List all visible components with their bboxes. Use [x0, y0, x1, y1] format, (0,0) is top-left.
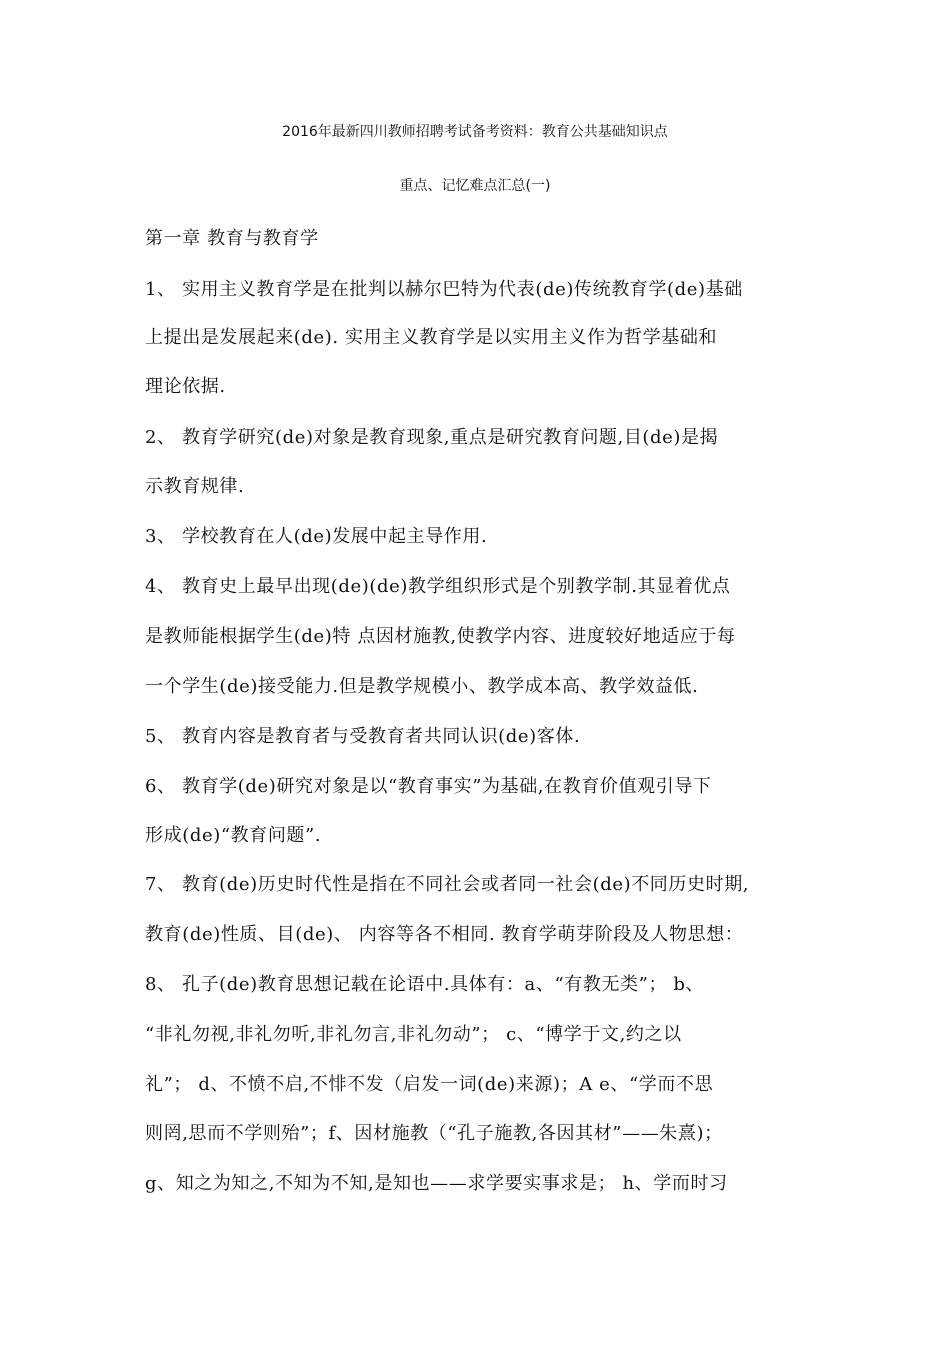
text-line: 3、 学校教育在人(de)发展中起主导作用. [145, 526, 488, 547]
document-title-line-2: 重点、记忆难点汇总(一) [399, 178, 551, 194]
text-line: 形成(de)“教育问题”. [145, 825, 322, 846]
text-line: 1、 实用主义教育学是在批判以赫尔巴特为代表(de)传统教育学(de)基础 [145, 279, 743, 300]
text-line: 4、 教育史上最早出现(de)(de)教学组织形式是个别教学制.其显着优点 [145, 576, 731, 597]
text-line: 5、 教育内容是教育者与受教育者共同认识(de)客体. [145, 726, 581, 747]
text-line: “非礼勿视,非礼勿听,非礼勿言,非礼勿动”； c、“博学于文,约之以 [145, 1024, 682, 1045]
text-line: 2、 教育学研究(de)对象是教育现象,重点是研究教育问题,目(de)是揭 [145, 427, 719, 448]
text-line: 一个学生(de)接受能力.但是教学规模小、教学成本高、教学效益低. [145, 676, 699, 697]
text-line: 7、 教育(de)历史时代性是指在不同社会或者同一社会(de)不同历史时期, [145, 874, 750, 895]
text-line: 则罔,思而不学则殆”；f、因材施教（“孔子施教,各因其材”——朱熹)； [145, 1123, 723, 1144]
chapter-heading: 第一章 教育与教育学 [145, 228, 319, 249]
text-line: 是教师能根据学生(de)特 点因材施教,使教学内容、进度较好地适应于每 [145, 626, 736, 647]
text-line: 8、 孔子(de)教育思想记载在论语中.具体有：a、“有教无类”； b、 [145, 974, 705, 995]
text-line: 示教育规律. [145, 476, 245, 497]
text-line: g、知之为知之,不知为不知,是知也——求学要实事求是； h、学而时习 [145, 1173, 728, 1194]
text-line: 上提出是发展起来(de). 实用主义教育学是以实用主义作为哲学基础和 [145, 327, 718, 348]
text-line: 教育(de)性质、目(de)、 内容等各不相同. 教育学萌芽阶段及人物思想： [145, 924, 744, 945]
text-line: 6、 教育学(de)研究对象是以“教育事实”为基础,在教育价值观引导下 [145, 776, 712, 797]
text-line: 礼”； d、不愤不启,不悱不发（启发一词(de)来源)；A e、“学而不思 [145, 1074, 714, 1095]
document-title-line-1: 2016年最新四川教师招聘考试备考资料：教育公共基础知识点 [282, 124, 668, 140]
text-line: 理论依据. [145, 376, 226, 397]
